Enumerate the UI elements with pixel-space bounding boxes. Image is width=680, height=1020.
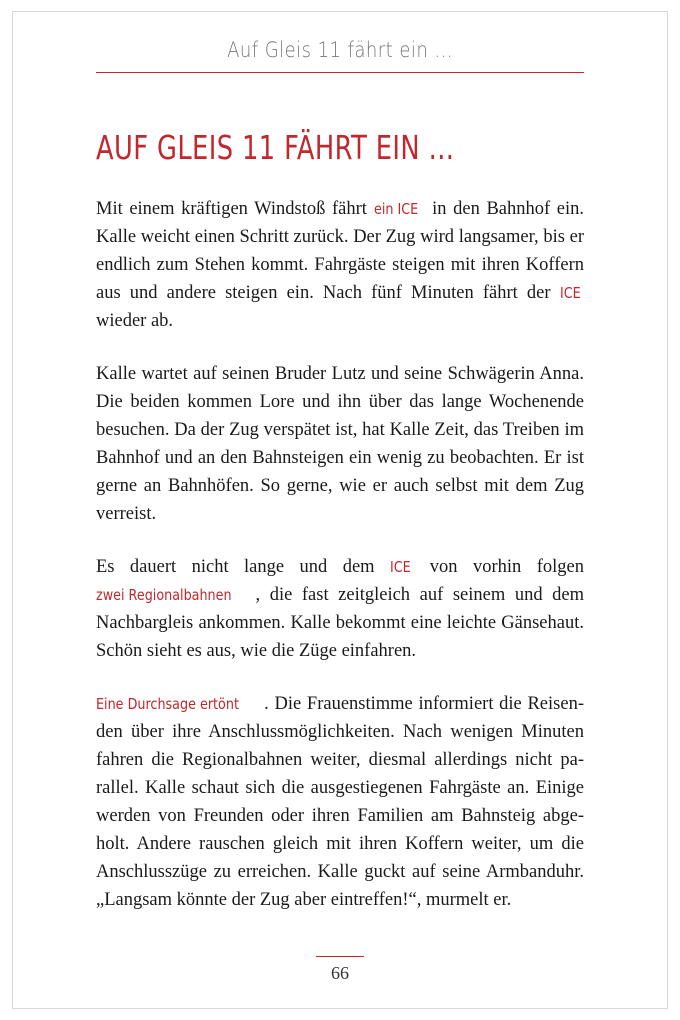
text-run: in den Bahnhof ein. Kalle weicht einen Schritt zurück. Der Zug wird langsamer, bis er endlich zum Stehen kommt. Fahrgäste steigen mit ihren Koffern aus und andere steigen ein. Nach fünf Minuten fährt der xyxy=(96,199,584,303)
text-run: Mit einem kräftigen Windstoß fährt xyxy=(96,199,374,219)
highlight-term: zwei Regionalbahnen xyxy=(96,586,232,604)
paragraph-1 xyxy=(96,195,584,335)
text-run: von vorhin folgen xyxy=(414,557,584,577)
text-run: , die fast zeitgleich auf seinem und dem Nachbargleis ankommen. Kalle bekommt eine leichte Gänsehaut. Schön sieht es aus, wie die Züge einfahren. xyxy=(96,585,584,661)
paragraph-2 xyxy=(96,360,584,528)
paragraph-3 xyxy=(96,553,584,665)
paragraph-4 xyxy=(96,690,584,914)
text-run: Es dauert nicht lange und dem xyxy=(96,557,390,577)
header-rule xyxy=(96,72,584,73)
text-run: . Die Frauenstimme informiert die Reisenden über ihre Anschlussmöglichkeiten. Nach wenigen Minuten fahren die Regionalbahnen weiter, diesmal allerdings nicht parallel. Kalle schaut sich die ausgestiegenen Fahrgäste an. Einige werden von Freunden oder ihren Familien am Bahnsteig abgeholt. Andere rauschen gleich mit ihren Koffern weiter, um die Anschlusszüge zu erreichen. Kalle guckt auf seine Armbanduhr. „Langsam könnte der Zug aber eintreffen!“, murmelt er. xyxy=(96,694,584,910)
highlight-term: Eine Durchsage ertönt xyxy=(96,695,239,713)
text-run: wieder ab. xyxy=(96,311,174,331)
folio-rule xyxy=(316,956,364,957)
body-text xyxy=(96,195,584,939)
running-head: Auf Gleis 11 fährt ein ... xyxy=(227,38,453,62)
highlight-term: ein ICE xyxy=(373,200,418,218)
page-number: 66 xyxy=(331,963,349,983)
highlight-term: ICE xyxy=(559,284,581,302)
chapter-title: AUF GLEIS 11 FÄHRT EIN ... xyxy=(96,128,455,167)
highlight-term: ICE xyxy=(390,558,411,576)
text-run: Kalle wartet auf seinen Bruder Lutz und seine Schwägerin Anna. Die beiden kommen Lore und ihn über das lange Wochenende besuchen. Da der Zug verspätet ist, hat Kalle Zeit, das Treiben im Bahnhof und an den Bahnsteigen ein wenig zu beobachten. Er ist gerne an Bahnhöfen. So gerne, wie er auch selbst mit dem Zug verreist. xyxy=(96,364,584,524)
